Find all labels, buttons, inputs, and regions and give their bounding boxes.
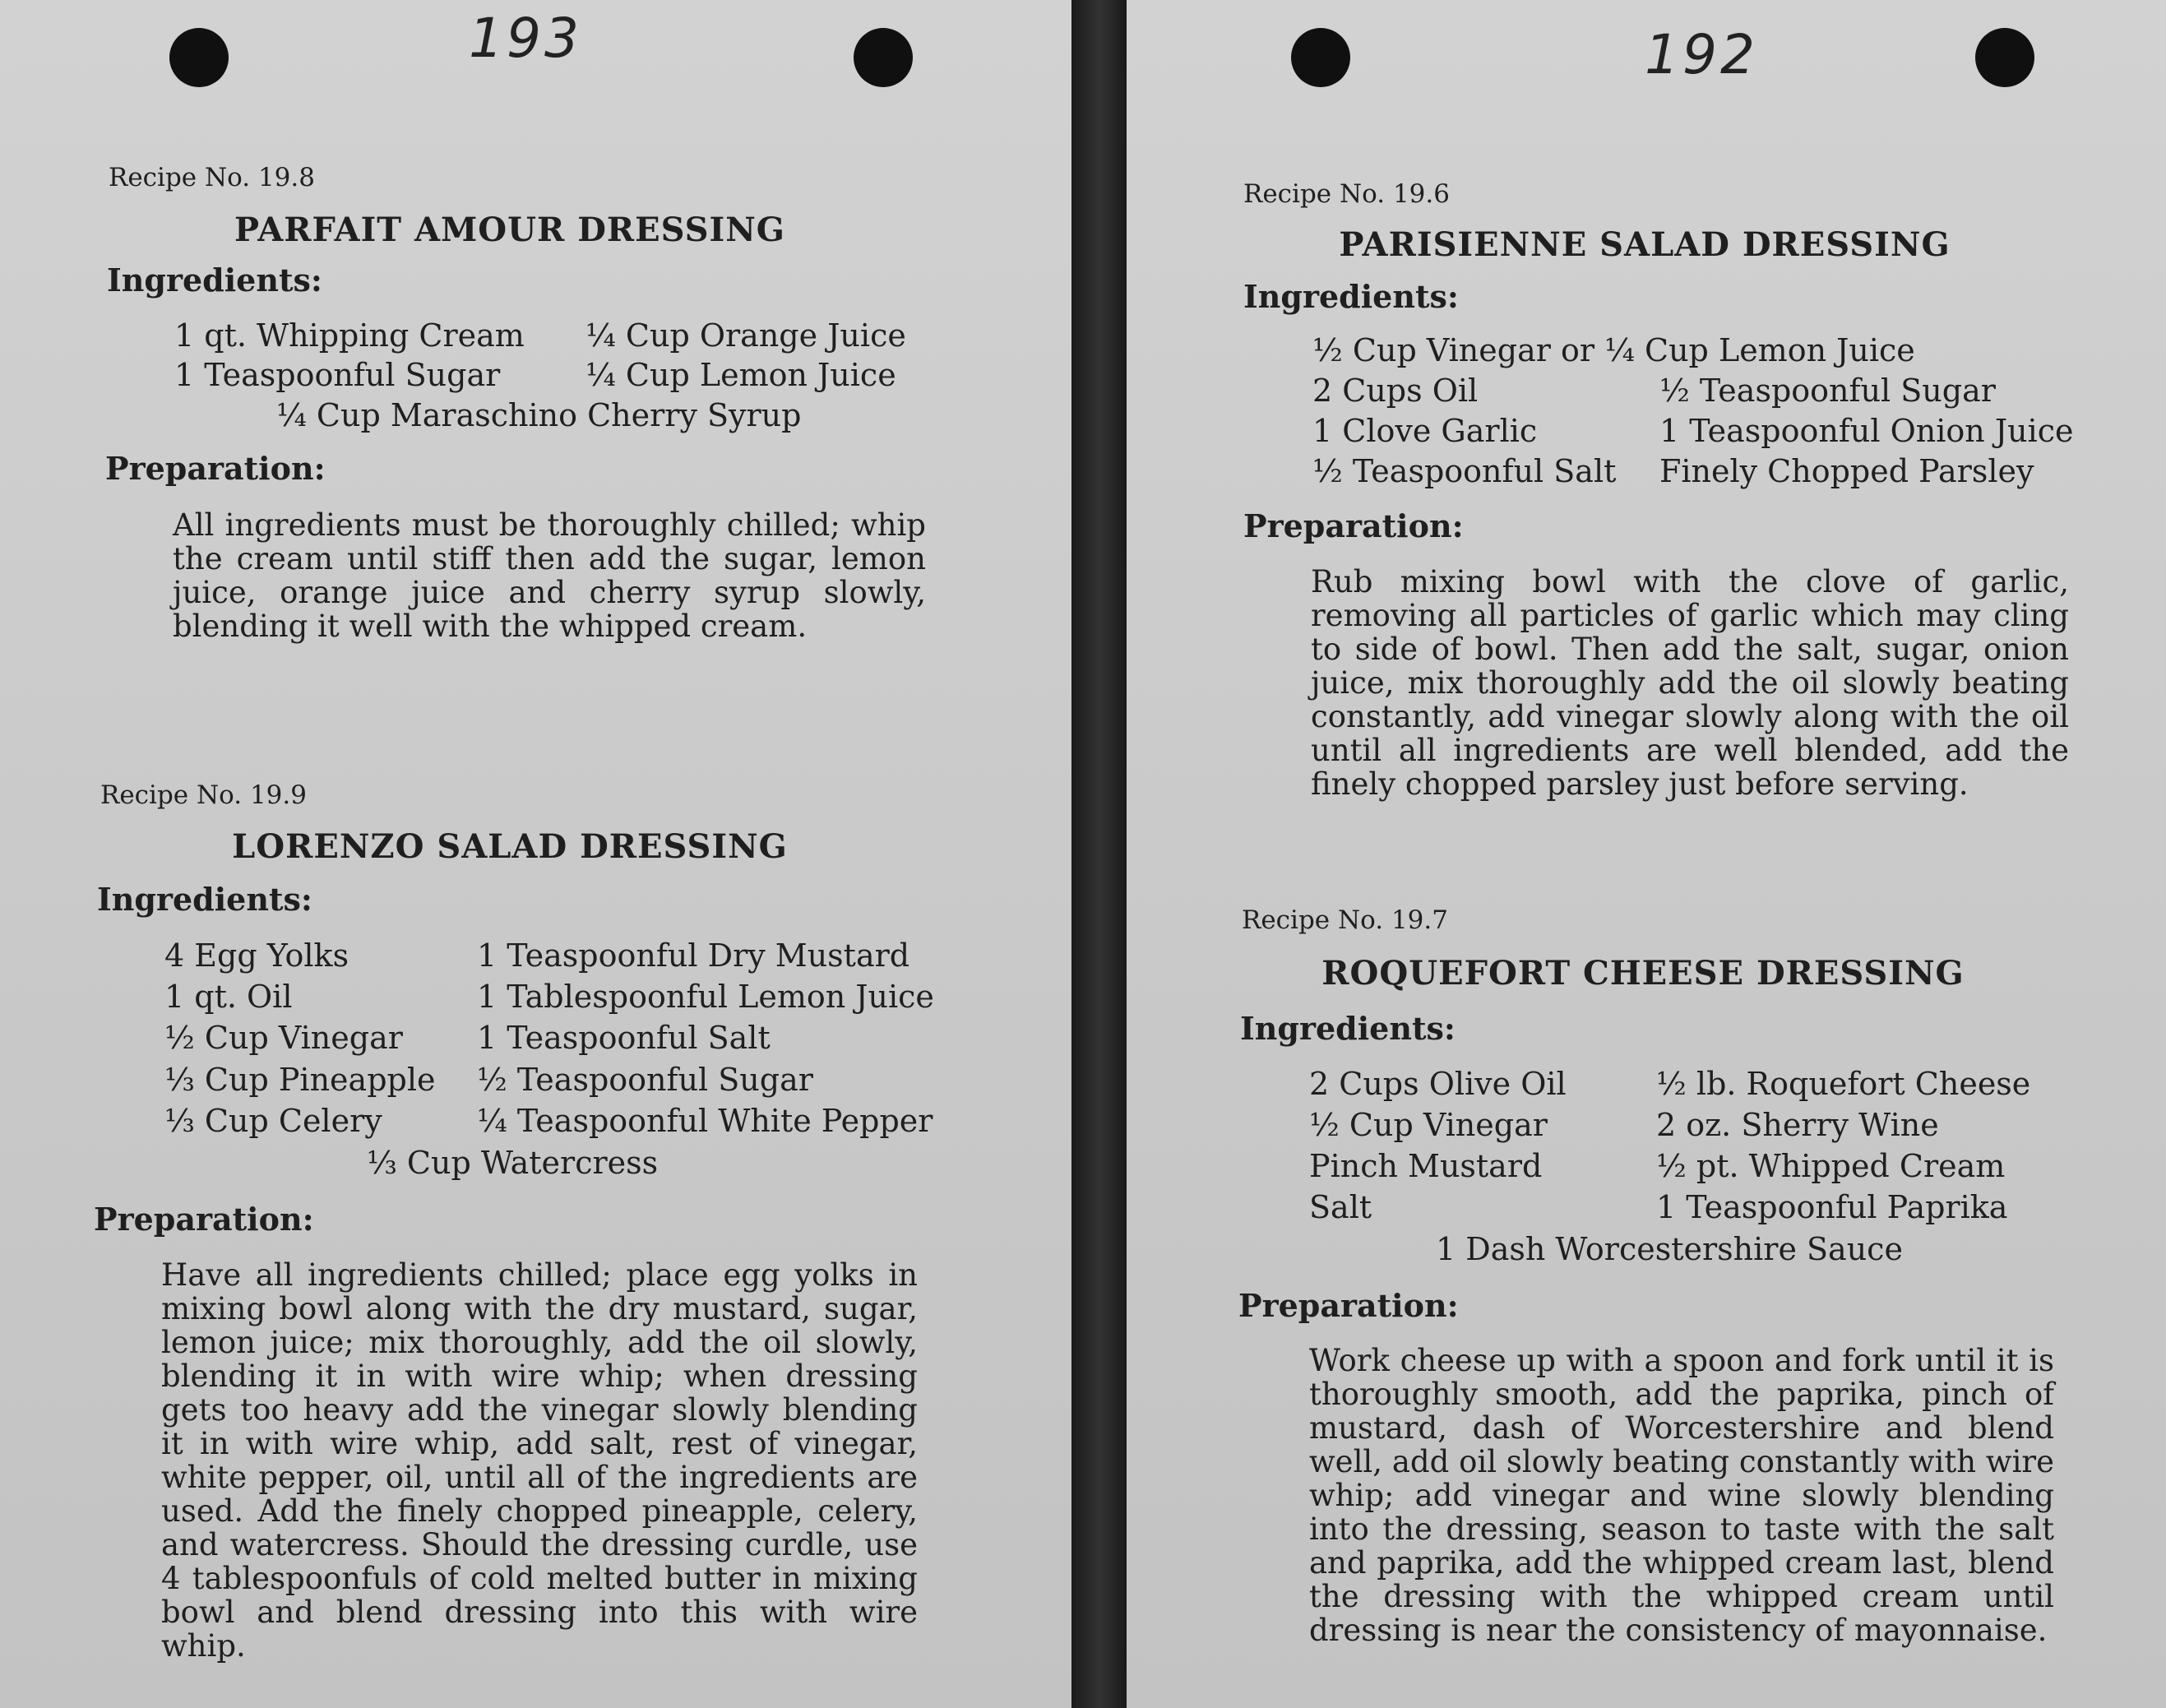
recipe-title: PARISIENNE SALAD DRESSING: [1339, 225, 1951, 264]
ingredient: 4 Egg Yolks: [164, 937, 349, 974]
recipe-card-left: [0, 0, 1071, 1708]
ingredient: 2 Cups Oil: [1312, 373, 1479, 409]
page-number: 192: [1645, 23, 1758, 86]
ingredient: ⅓ Cup Watercress: [367, 1145, 659, 1181]
ingredient: ½ Teaspoonful Sugar: [1659, 373, 1996, 409]
recipe-title: ROQUEFORT CHEESE DRESSING: [1321, 954, 1965, 993]
ingredient: ¼ Cup Maraschino Cherry Syrup: [276, 397, 802, 433]
ingredient: ⅓ Cup Celery: [164, 1103, 382, 1139]
ingredient: 1 Tablespoonful Lemon Juice: [477, 979, 934, 1015]
page-number: 193: [469, 7, 582, 70]
ingredients-label: Ingredients:: [1243, 278, 1459, 315]
ingredient: 2 oz. Sherry Wine: [1656, 1107, 1939, 1143]
ingredient: ½ lb. Roquefort Cheese: [1656, 1066, 2031, 1102]
ingredient: 2 Cups Olive Oil: [1309, 1066, 1567, 1102]
ingredient: Salt: [1309, 1189, 1372, 1225]
punch-hole: [1975, 28, 2034, 87]
ingredient: 1 Teaspoonful Onion Juice: [1659, 413, 2074, 449]
ingredient: 1 Teaspoonful Salt: [477, 1020, 771, 1056]
preparation-text: Rub mixing bowl with the clove of garlic, removing all particles of garlic which may cling to side of bowl. Then add the salt, sugar, onion juice, mix thoroughly add the oil slowly beating constantly, add vinegar slowly along with the oil until all ingredients are well blended, add the finely chopped parsley just before serving.: [1311, 564, 2069, 802]
preparation-text: Work cheese up with a spoon and fork until it is thoroughly smooth, add the paprika, pinch of mustard, dash of Worcestershire and blend well, add oil slowly beating constantly with wire whip; add vinegar and wine slowly blending into the dressing, season to taste with the salt and paprika, add the whipped cream last, blend the dressing with the whipped cream until dressing is near the consistency of mayonnaise.: [1309, 1343, 2054, 1648]
ingredient: 1 Teaspoonful Paprika: [1656, 1189, 2008, 1225]
ingredient: ½ Cup Vinegar: [164, 1020, 403, 1056]
preparation-label: Preparation:: [1243, 507, 1464, 544]
ingredient: 1 Clove Garlic: [1312, 413, 1538, 449]
ingredient: 1 qt. Whipping Cream: [174, 317, 525, 354]
preparation-label: Preparation:: [94, 1201, 314, 1238]
card-gap: [1071, 0, 1127, 1708]
ingredient: Pinch Mustard: [1309, 1148, 1543, 1184]
ingredient: ¼ Teaspoonful White Pepper: [477, 1103, 933, 1139]
recipe-number: Recipe No. 19.7: [1242, 905, 1448, 935]
ingredient: 1 Dash Worcestershire Sauce: [1436, 1231, 1903, 1267]
ingredient: ½ Cup Vinegar or ¼ Cup Lemon Juice: [1312, 332, 1915, 368]
ingredient: ½ Teaspoonful Sugar: [477, 1062, 813, 1098]
ingredient: ½ Cup Vinegar: [1309, 1107, 1548, 1143]
preparation-label: Preparation:: [105, 450, 326, 487]
punch-hole: [854, 28, 913, 87]
ingredient: ½ pt. Whipped Cream: [1656, 1148, 2006, 1184]
recipe-title: PARFAIT AMOUR DRESSING: [234, 211, 785, 249]
ingredients-label: Ingredients:: [107, 262, 322, 299]
ingredient: ⅓ Cup Pineapple: [164, 1062, 436, 1098]
ingredient: ¼ Cup Lemon Juice: [585, 357, 896, 393]
ingredient: 1 Teaspoonful Sugar: [174, 357, 501, 393]
recipe-number: Recipe No. 19.6: [1243, 179, 1450, 209]
ingredients-label: Ingredients:: [97, 881, 312, 918]
ingredient: 1 qt. Oil: [164, 979, 293, 1015]
recipe-card-right: [1127, 0, 2166, 1708]
preparation-text: All ingredients must be thoroughly chilled; whip the cream until stiff then add the sugar, lemon juice, orange juice and cherry syrup slowly, blending it well with the whipped cream.: [173, 507, 926, 644]
ingredient: ½ Teaspoonful Salt: [1312, 453, 1617, 489]
preparation-text: Have all ingredients chilled; place egg yolks in mixing bowl along with the dry mustard, sugar, lemon juice; mix thoroughly, add the oil slowly, blending it in with wire whip; when dressing gets too heavy add the vinegar slowly blending it in with wire whip, add salt, rest of vinegar, white pepper, oil, until all of the ingredients are used. Add the finely chopped pineapple, celery, and watercress. Should the dressing curdle, use 4 tablespoonfuls of cold melted butter in mixing bowl and blend dressing into this with wire whip.: [161, 1257, 918, 1664]
ingredient: Finely Chopped Parsley: [1659, 453, 2034, 489]
recipe-number: Recipe No. 19.9: [100, 780, 307, 810]
recipe-title: LORENZO SALAD DRESSING: [232, 827, 788, 866]
ingredient: ¼ Cup Orange Juice: [585, 317, 906, 354]
punch-hole: [1291, 28, 1350, 87]
ingredients-label: Ingredients:: [1240, 1010, 1456, 1047]
preparation-label: Preparation:: [1238, 1287, 1459, 1324]
recipe-number: Recipe No. 19.8: [109, 163, 315, 192]
ingredient: 1 Teaspoonful Dry Mustard: [477, 937, 910, 974]
punch-hole: [169, 28, 229, 87]
